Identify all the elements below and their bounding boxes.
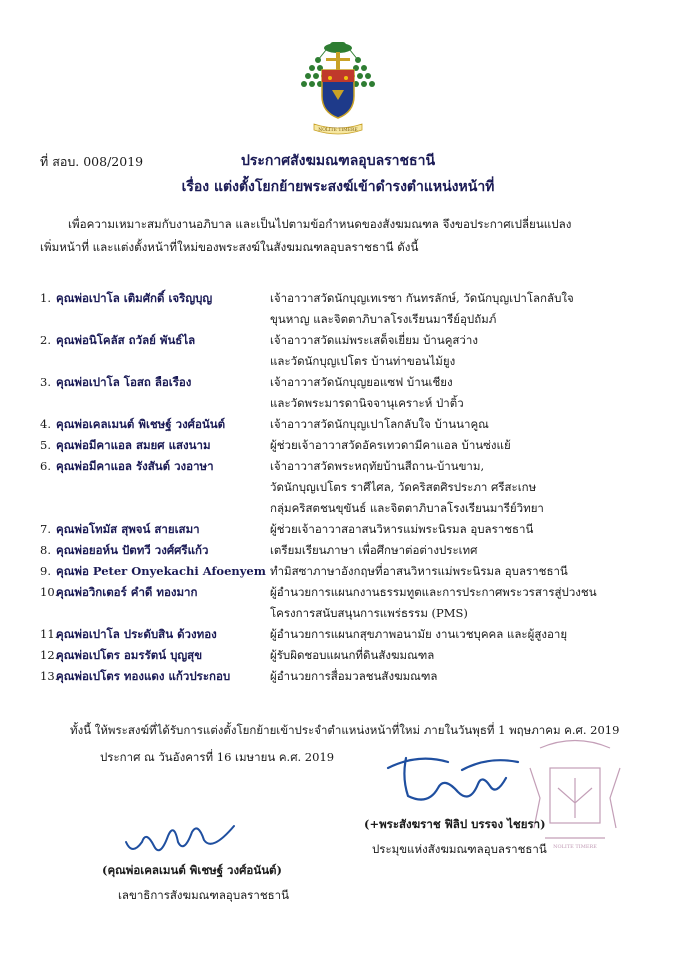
appointment-row bbox=[40, 540, 640, 561]
bishop-title: ประมุขแห่งสังฆมณฑลอุบลราชธานี bbox=[372, 842, 547, 856]
appointment-positions bbox=[270, 519, 640, 540]
intro-line-1: เพื่อความเหมาะสมกับงานอภิบาล และเป็นไปตามข้อกำหนดของสังฆมณฑล จึงขอประกาศเปลี่ยนแปลง bbox=[68, 217, 572, 231]
priest-name: คุณพ่อ Peter Onyekachi Afoenyem bbox=[56, 564, 266, 578]
position-line: เจ้าอาวาสวัดนักบุญเทเรซา กันทรลักษ์, วัดนักบุญเปาโลกลับใจ bbox=[270, 291, 574, 305]
priest-name: คุณพ่อเปาโล ประดับสิน ด้วงทอง bbox=[56, 627, 217, 641]
priest-name: คุณพ่อยอห์น ปัตทวี วงศ์ศรีแก้ว bbox=[56, 543, 209, 557]
position-line: ทำมิสซาภาษาอังกฤษที่อาสนวิหารแม่พระนิรมล อุบลราชธานี bbox=[270, 564, 568, 578]
appointment-number: 13. bbox=[40, 669, 59, 683]
priest-name: คุณพ่อนิโคลัส ถวัลย์ พันธ์ไล bbox=[56, 333, 196, 347]
priest-name: คุณพ่อเปาโล เติมศักดิ์ เจริญบุญ bbox=[56, 291, 213, 305]
priest-name: คุณพ่อเปโตร อมรรัตน์ บุญสุข bbox=[56, 648, 203, 662]
appointment-number: 2. bbox=[40, 333, 51, 347]
appointment-row bbox=[40, 624, 640, 645]
appointment-positions bbox=[270, 540, 640, 561]
appointment-row bbox=[40, 456, 640, 519]
appointment-number: 1. bbox=[40, 291, 51, 305]
position-line: เตรียมเรียนภาษา เพื่อศึกษาต่อต่างประเทศ bbox=[270, 543, 478, 557]
appointment-number: 5. bbox=[40, 438, 51, 452]
appointment-positions bbox=[270, 372, 640, 414]
appointment-number: 7. bbox=[40, 522, 51, 536]
intro-line-2: เพิ่มหน้าที่ และแต่งตั้งหน้าที่ใหม่ของพระสงฆ์ในสังฆมณฑลอุบลราชธานี ดังนี้ bbox=[40, 240, 419, 254]
position-line: ผู้อำนวยการสื่อมวลชนสังฆมณฑล bbox=[270, 669, 438, 683]
document-title: ประกาศสังฆมณฑลอุบลราชธานี bbox=[240, 153, 436, 169]
appointment-number: 11. bbox=[40, 627, 59, 641]
appointment-row bbox=[40, 666, 640, 687]
priest-name: คุณพ่อเปโตร ทองแดง แก้วประกอบ bbox=[56, 669, 231, 683]
crest-motto: NOLITE TIMERE bbox=[318, 128, 358, 133]
date-announced: ประกาศ ณ วันอังคารที่ 16 เมษายน ค.ศ. 2019 bbox=[100, 750, 335, 764]
position-line: เจ้าอาวาสวัดพระหฤทัยบ้านสีถาน-บ้านขาม, bbox=[270, 459, 485, 473]
appointment-row bbox=[40, 645, 640, 666]
appointment-number: 12. bbox=[40, 648, 59, 662]
position-line: เจ้าอาวาสวัดนักบุญเปาโลกลับใจ บ้านนาคูณ bbox=[270, 417, 489, 431]
appointment-positions bbox=[270, 414, 640, 435]
position-line: และวัดนักบุญเปโตร บ้านท่าขอนไม้ยูง bbox=[270, 354, 456, 368]
bishop-signature bbox=[378, 748, 528, 810]
appointments-list bbox=[40, 288, 640, 687]
priest-name: คุณพ่อวิกเตอร์ คำดี ทองมาก bbox=[56, 585, 198, 599]
position-line: เจ้าอาวาสวัดนักบุญยอแซฟ บ้านเชียง bbox=[270, 375, 453, 389]
position-line: ผู้ช่วยเจ้าอาวาสอาสนวิหารแม่พระนิรมล อุบลราชธานี bbox=[270, 522, 534, 536]
priest-name: คุณพ่อเปาโล โอสถ ลือเรือง bbox=[56, 375, 192, 389]
appointment-positions bbox=[270, 645, 640, 666]
position-line: ผู้รับผิดชอบแผนกที่ดินสังฆมณฑล bbox=[270, 648, 435, 662]
appointment-row bbox=[40, 372, 640, 414]
appointment-row bbox=[40, 288, 640, 330]
document-subject: เรื่อง แต่งตั้งโยกย้ายพระสงฆ์เข้าดำรงตำแหน่งหน้าที่ bbox=[181, 179, 495, 195]
appointment-positions bbox=[270, 435, 640, 456]
appointment-positions bbox=[270, 666, 640, 687]
appointment-number: 3. bbox=[40, 375, 51, 389]
secretary-signature bbox=[118, 812, 242, 862]
priest-name: คุณพ่อเคลเมนต์ พิเชษฐ์ วงศ์อนันต์ bbox=[56, 417, 226, 431]
appointment-positions bbox=[270, 330, 640, 372]
position-line: กลุ่มคริสตชนขุขันธ์ และจิตตาภิบาลโรงเรียนมารีย์วิทยา bbox=[270, 501, 544, 515]
appointment-row bbox=[40, 330, 640, 372]
position-line: ขุนหาญ และจิตตาภิบาลโรงเรียนมารีย์อุปถัมภ์ bbox=[270, 312, 497, 326]
appointment-row bbox=[40, 561, 640, 582]
appointment-positions bbox=[270, 288, 640, 330]
appointment-row bbox=[40, 582, 640, 624]
bishop-name: (+พระสังฆราช ฟิลิป บรรจง ไชยรา) bbox=[364, 817, 546, 831]
priest-name: คุณพ่อมีคาแอล สมยศ แสงนาม bbox=[56, 438, 211, 452]
appointment-positions bbox=[270, 456, 640, 519]
appointment-number: 8. bbox=[40, 543, 51, 557]
appointment-positions bbox=[270, 561, 640, 582]
priest-name: คุณพ่อโทมัส สุพจน์ สายเสมา bbox=[56, 522, 200, 536]
position-line: เจ้าอาวาสวัดแม่พระเสด็จเยี่ยม บ้านคูสว่าง bbox=[270, 333, 478, 347]
appointment-positions bbox=[270, 624, 640, 645]
position-line: และวัดพระมารดานิจจานุเคราะห์ ป่าติ้ว bbox=[270, 396, 464, 410]
secretary-title: เลขาธิการสังฆมณฑลอุบลราชธานี bbox=[118, 888, 289, 902]
closing-statement: ทั้งนี้ ให้พระสงฆ์ที่ได้รับการแต่งตั้งโยกย้ายเข้าประจำตำแหน่งหน้าที่ใหม่ ภายในวันพุธที่ 1 พฤษภาคม ค.ศ. 2019 bbox=[70, 723, 620, 737]
appointment-number: 10. bbox=[40, 585, 59, 599]
appointment-row bbox=[40, 519, 640, 540]
position-line: วัดนักบุญเปโตร ราศีไศล, วัดคริสตศิรประภา ศรีสะเกษ bbox=[270, 480, 537, 494]
coat-of-arms-logo bbox=[296, 38, 380, 138]
position-line: โครงการสนับสนุนการแพร่ธรรม (PMS) bbox=[270, 606, 468, 620]
appointment-row bbox=[40, 414, 640, 435]
reference-number: ที่ สอบ. 008/2019 bbox=[40, 154, 144, 169]
appointment-positions bbox=[270, 582, 640, 624]
appointment-number: 9. bbox=[40, 564, 51, 578]
secretary-name: (คุณพ่อเคลเมนต์ พิเชษฐ์ วงศ์อนันต์) bbox=[102, 863, 282, 877]
position-line: ผู้อำนวยการแผนกสุขภาพอนามัย งานเวชบุคคล และผู้สูงอายุ bbox=[270, 627, 568, 641]
intro-paragraph bbox=[40, 213, 600, 259]
appointment-number: 4. bbox=[40, 417, 51, 431]
seal-motto: NOLITE TIMERE bbox=[553, 844, 597, 850]
appointment-row bbox=[40, 435, 640, 456]
position-line: ผู้อำนวยการแผนกงานธรรมทูตและการประกาศพระวรสารสู่ปวงชน bbox=[270, 585, 597, 599]
position-line: ผู้ช่วยเจ้าอาวาสวัดอัครเทวดามีคาแอล บ้านซ่งแย้ bbox=[270, 438, 511, 452]
priest-name: คุณพ่อมีคาแอล รังสันต์ วงอาษา bbox=[56, 459, 214, 473]
appointment-number: 6. bbox=[40, 459, 51, 473]
